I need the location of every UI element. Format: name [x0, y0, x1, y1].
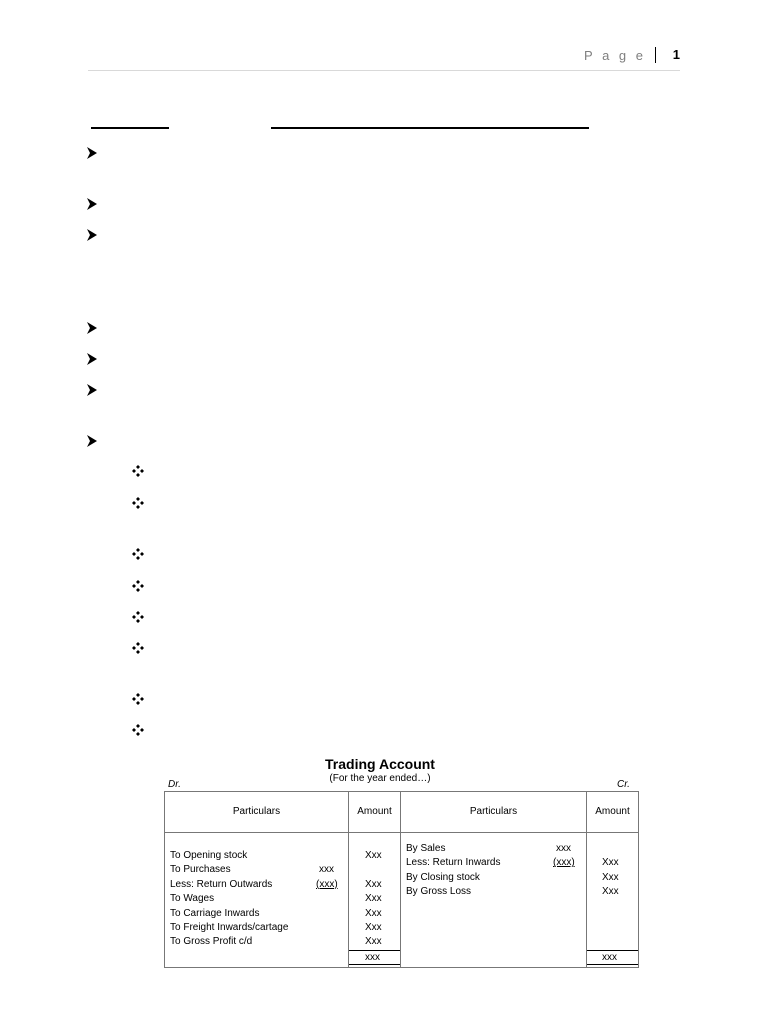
debit-total: xxx	[365, 952, 380, 963]
arrow-bullet-icon	[87, 198, 97, 210]
header-divider	[165, 832, 638, 833]
debit-row-sub: (xxx)	[316, 878, 338, 890]
debit-amount-header: Amount	[357, 806, 392, 817]
column-divider	[400, 792, 401, 967]
debit-row-amount: Xxx	[365, 878, 382, 890]
trading-account-table	[164, 791, 639, 968]
debit-row-label: Less: Return Outwards	[170, 878, 273, 890]
arrow-bullet-icon	[87, 147, 97, 159]
page-divider	[655, 47, 656, 63]
debit-row-label: To Opening stock	[170, 850, 248, 861]
diamond-bullet-icon	[132, 642, 144, 654]
arrow-bullet-icon	[87, 435, 97, 447]
credit-row-sub: (xxx)	[553, 857, 575, 869]
credit-row-amount: Xxx	[602, 886, 619, 898]
arrow-bullet-icon	[87, 229, 97, 241]
debit-row-label: To Gross Profit c/d	[170, 936, 253, 948]
debit-row-label: To Purchases	[170, 864, 231, 876]
credit-row-amount: Xxx	[602, 857, 619, 869]
credit-total: xxx	[602, 952, 617, 963]
diamond-bullet-icon	[132, 580, 144, 592]
credit-row-amount: Xxx	[602, 871, 619, 883]
debit-row-label: To Freight Inwards/cartage	[170, 922, 289, 933]
page-number: 1	[672, 47, 680, 62]
debit-row-amount: Xxx	[365, 936, 382, 948]
debit-row-amount: Xxx	[365, 893, 382, 905]
diamond-bullet-icon	[132, 465, 144, 477]
arrow-bullet-icon	[87, 353, 97, 365]
credit-total-rule	[587, 964, 638, 965]
credit-particulars-header: Particulars	[469, 806, 518, 817]
debit-row-label: To Wages	[170, 893, 215, 905]
page-header	[88, 44, 680, 71]
credit-row-label: By Gross Loss	[406, 886, 472, 898]
page-label: P a g e	[584, 48, 646, 63]
debit-row-label: To Carriage Inwards	[170, 907, 260, 919]
heading-underline-right	[271, 127, 589, 129]
credit-row-label: Less: Return Inwards	[406, 857, 501, 869]
credit-row-sub: xxx	[556, 843, 571, 854]
table-title: Trading Account	[325, 756, 435, 772]
credit-marker: Cr.	[617, 779, 630, 790]
heading-underline-left	[91, 127, 169, 129]
debit-marker: Dr.	[168, 779, 181, 790]
diamond-bullet-icon	[132, 548, 144, 560]
column-divider	[348, 792, 349, 967]
diamond-bullet-icon	[132, 497, 144, 509]
debit-row-amount: Xxx	[365, 907, 382, 919]
debit-row-amount: Xxx	[365, 850, 382, 861]
credit-amount-header: Amount	[595, 806, 630, 817]
credit-row-label: By Sales	[406, 843, 446, 854]
credit-row-label: By Closing stock	[406, 871, 480, 883]
arrow-bullet-icon	[87, 384, 97, 396]
diamond-bullet-icon	[132, 724, 144, 736]
diamond-bullet-icon	[132, 611, 144, 623]
table-subtitle: (For the year ended…)	[329, 773, 431, 784]
debit-particulars-header: Particulars	[232, 806, 281, 817]
diamond-bullet-icon	[132, 693, 144, 705]
arrow-bullet-icon	[87, 322, 97, 334]
column-divider	[586, 792, 587, 967]
debit-row-sub: xxx	[319, 864, 334, 876]
debit-row-amount: Xxx	[365, 922, 382, 933]
debit-total-rule	[349, 964, 400, 965]
